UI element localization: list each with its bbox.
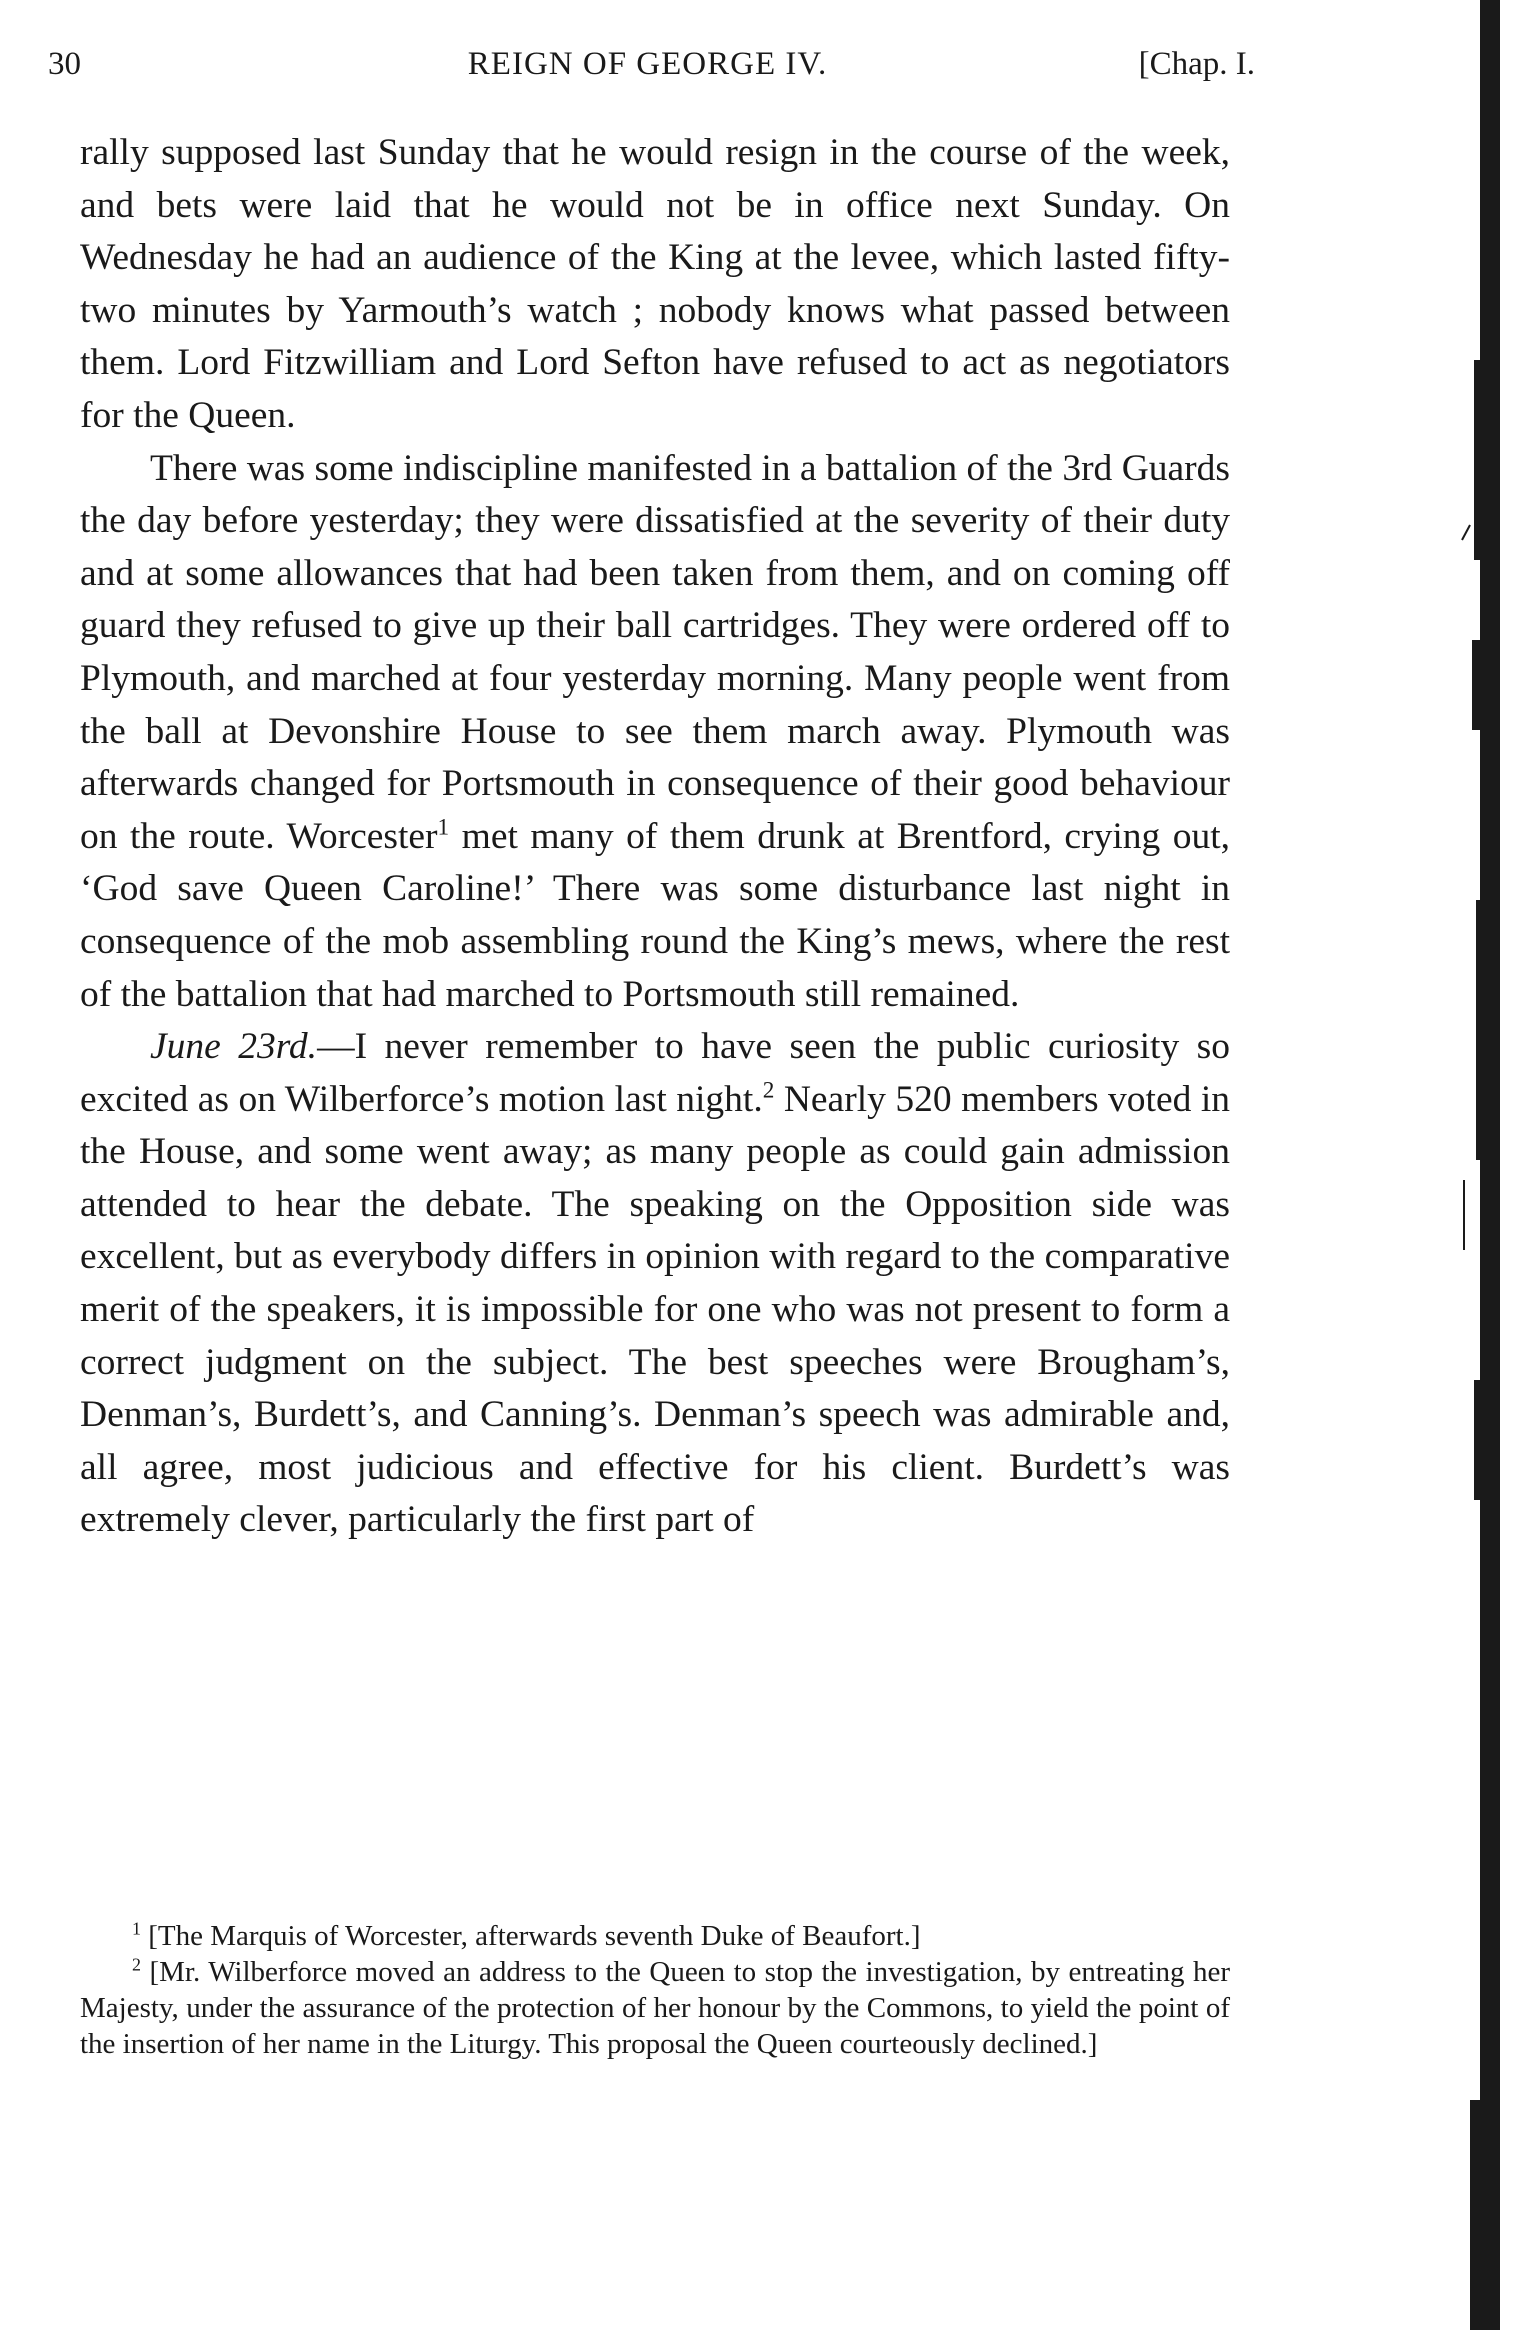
footnote-mark: 2: [132, 1954, 141, 1975]
footnote-reference[interactable]: 1: [437, 814, 450, 841]
footnote-mark: 1: [132, 1918, 141, 1939]
footnote-reference[interactable]: 2: [762, 1077, 775, 1104]
scanned-binding-edge: [1460, 0, 1516, 2330]
diary-date: June 23rd.: [150, 1026, 318, 1068]
paragraph-text: Nearly 520 members voted in the House, and some went away; as many people as could gain admission attended to hear the debate. The speaking on the Opposition side was excellent, but as everybody differs in opinion with regard to the comparative merit of the speakers, it is impossible for one who was not present to form a correct judgment on the subject. The best speeches were Brougham’s, Denman’s, Burdett’s, and Canning’s. Denman’s speech was admirable and, all agree, most judicious and effective for his client. Burdett’s was extremely clever, particularly the first part of: [80, 1078, 1231, 1541]
footnote-text: [The Marquis of Worcester, afterwards seventh Duke of Beaufort.]: [140, 1920, 921, 1952]
paragraph-wilberforce-motion: [80, 1021, 1230, 1547]
binding-shadow: [1474, 360, 1482, 560]
binding-shadow: [1470, 2100, 1484, 2330]
paragraph-continuation: [80, 127, 1230, 443]
paragraph-text: rally supposed last Sunday that he would resign in the course of the week, and bets were laid that he would not be in office next Sunday. On Wednesday he had an audience of the King at the levee, which lasted fifty-two minutes by Yarmouth’s watch ; nobody knows what passed between them. Lord Fitzwilliam and Lord Sefton have refused to act as negotiators for the Queen.: [80, 132, 1230, 436]
binding-mark: [1462, 525, 1470, 540]
running-header: [40, 38, 1255, 98]
paragraph-text: There was some indiscipline manifested in a battalion of the 3rd Guards the day before yesterday; they were dissatisfied at the severity of their duty and at some allowances that had been taken from them, and on coming off guard they refused to give up their ball cartridges. They were ordered off to Plymouth, and marched at four yesterday morning. Many people went from the ball at Devonshire House to see them march away. Plymouth was afterwards changed for Portsmouth in consequence of their good behaviour on the route. Worcester: [80, 447, 1230, 857]
footnotes: [80, 1918, 1230, 2062]
binding-shadow: [1476, 900, 1482, 1160]
running-title: REIGN OF GEORGE IV.: [467, 46, 828, 82]
chapter-reference: [Chap. I.: [1138, 46, 1255, 82]
binding-shadow: [1472, 640, 1482, 730]
page-number: 30: [48, 46, 81, 82]
footnote-1: [80, 1918, 1230, 1954]
paragraph-text: —I never remember to have seen the public curiosity so excited as on Wilberforce’s motion last night.: [80, 1026, 1230, 1120]
binding-shadow: [1474, 1380, 1482, 1500]
footnote-2: [80, 1954, 1230, 2062]
binding-shadow: [1480, 0, 1500, 2330]
body-text: [80, 127, 1230, 1547]
footnote-text: [Mr. Wilberforce moved an address to the Queen to stop the investigation, by entreating her Majesty, under the assurance of the protection of her honour by the Commons, to yield the point of the insertion of her name in the Liturgy. This proposal the Queen courteously declined.]: [80, 1956, 1230, 2060]
paragraph-guards-mutiny: [80, 443, 1230, 1022]
paragraph-text: met many of them drunk at Brentford, crying out, ‘God save Queen Caroline!’ There was some disturbance last night in consequence of the mob assembling round the King’s mews, where the rest of the battalion that had marched to Portsmouth still remained.: [80, 815, 1230, 1015]
